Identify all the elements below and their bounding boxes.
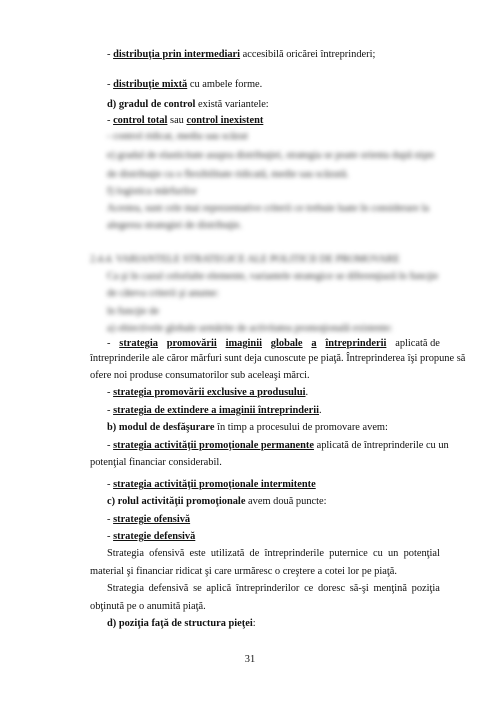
text-line: c) rolul activităţii promoţionale avem două puncte: (107, 496, 327, 507)
text-line: - strategia activităţii promoţionale intermitente (107, 479, 316, 490)
text-line-justified: Strategia defensivă se aplică întreprinderilor ce doresc să-şi menţină poziţia (107, 583, 440, 594)
text-line: potenţial financiar considerabil. (90, 457, 222, 468)
page-number: 31 (244, 654, 256, 665)
text-line-justified: Strategia ofensivă este utilizată de întreprinderile puternice cu un potenţial (107, 548, 440, 559)
text-line: - strategie defensivă (107, 531, 196, 542)
text-line: - distribuţia prin intermediari accesibilă oricărei întreprinderi; (107, 49, 376, 60)
text-line: ofere noi produse consumatorilor sub aceleaşi mărci. (90, 370, 310, 381)
text-line: - strategie ofensivă (107, 514, 191, 525)
text-line: - strategia promovării exclusive a produsului. (107, 387, 309, 398)
text-line: d) gradul de control există variantele: (107, 99, 269, 110)
blurred-text-line: de câteva criterii şi anume: (107, 288, 219, 299)
text-line: - distribuţie mixtă cu ambele forme. (107, 79, 263, 90)
blurred-heading: 2.4.4. VARIANTELE STRATEGICE ALE POLITICII DE PROMOVARE (90, 254, 400, 265)
text-line: d) poziţia faţă de structura pieţei: (107, 618, 256, 629)
text-line: obţinută pe o anumită piaţă. (90, 601, 206, 612)
blurred-text-line: - control ridicat, mediu sau scăzut (107, 131, 248, 142)
blurred-text-line: alegerea strategiei de distribuţie. (107, 220, 243, 231)
blurred-text-line: e) gradul de elasticitate asupra distribuţiei, strategia se poate orienta după nişte (107, 150, 435, 161)
blurred-text-line: în funcţie de (107, 306, 159, 317)
text-line: - strategia de extindere a imaginii întreprinderii. (107, 405, 322, 416)
text-line: material şi financiar ridicat şi care urmăresc o creştere a cotei lor pe piaţă. (90, 566, 397, 577)
text-line-justified: - strategia promovării imaginii globale a întreprinderii aplicată de (107, 338, 440, 349)
text-line: - strategia activităţii promoţionale permanente aplicată de întreprinderile cu un (107, 440, 449, 451)
blurred-text-line: de distribuţie cu o flexibilitate ridicată, medie sau scăzută. (107, 169, 349, 180)
text-line: b) modul de desfăşurare în timp a procesului de promovare avem: (107, 422, 388, 433)
text-line: întreprinderile ale căror mărfuri sunt deja cunoscute pe piaţă. Întreprinderea îşi propune să (90, 353, 466, 364)
blurred-text-line: a) obiectivele globale urmărite de activitatea promoţională existente: (107, 323, 393, 334)
text-line: - control total sau control inexistent (107, 115, 264, 126)
blurred-text-line: Acestea, sunt cele mai reprezentative criterii ce trebuie luate în considerare la (107, 203, 429, 214)
blurred-text-line: Ca şi în cazul celorlalte elemente, variantele strategice se diferenţiază în funcţie (107, 271, 439, 282)
blurred-text-line: f) logistica mărfurilor (107, 186, 198, 197)
